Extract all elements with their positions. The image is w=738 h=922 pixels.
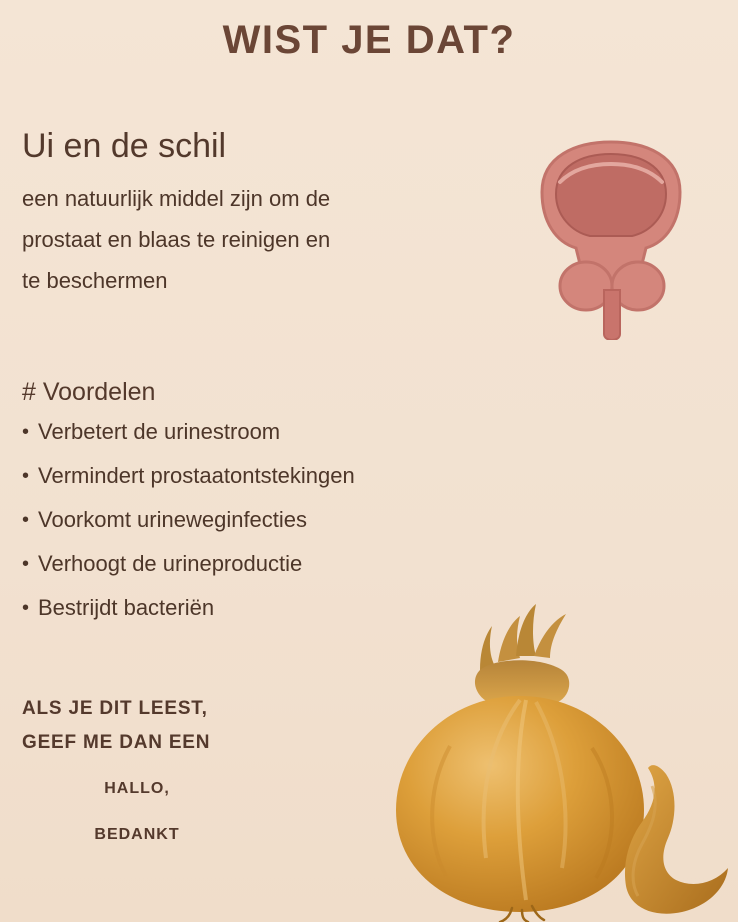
benefits-title: # Voordelen bbox=[22, 378, 156, 406]
bullet-icon: • bbox=[22, 421, 30, 443]
cta-line-4: BEDANKT bbox=[94, 826, 180, 843]
call-to-action-block bbox=[22, 698, 352, 844]
benefit-label: Verhoogt de urineproductie bbox=[38, 551, 303, 576]
list-item bbox=[22, 509, 542, 531]
benefit-label: Verbetert de urinestroom bbox=[38, 419, 281, 444]
benefit-label: Bestrijdt bacteriën bbox=[38, 595, 215, 620]
cta-line-2: GEEF ME DAN EEN bbox=[22, 732, 211, 753]
page-title: WIST JE DAT? bbox=[222, 18, 516, 62]
list-item bbox=[22, 553, 542, 575]
cta-line-3: HALLO, bbox=[104, 780, 170, 797]
intro-block bbox=[22, 128, 492, 301]
intro-line-3: te beschermen bbox=[22, 267, 168, 293]
bullet-icon: • bbox=[22, 509, 30, 531]
intro-line-2: prostaat en blaas te reinigen en bbox=[22, 227, 331, 253]
cta-line-1: ALS JE DIT LEEST, bbox=[22, 698, 208, 719]
list-item bbox=[22, 465, 542, 487]
bladder-prostate-illustration bbox=[516, 130, 706, 340]
intro-title: Ui en de schil bbox=[22, 127, 227, 165]
benefit-label: Vermindert prostaatontstekingen bbox=[38, 463, 355, 488]
bullet-icon: • bbox=[22, 465, 30, 487]
bullet-icon: • bbox=[22, 553, 30, 575]
intro-line-1: een natuurlijk middel zijn om de bbox=[22, 186, 331, 212]
onion-illustration bbox=[330, 600, 730, 922]
benefit-label: Voorkomt urineweginfecties bbox=[38, 507, 308, 532]
list-item bbox=[22, 421, 542, 443]
bullet-icon: • bbox=[22, 597, 30, 619]
